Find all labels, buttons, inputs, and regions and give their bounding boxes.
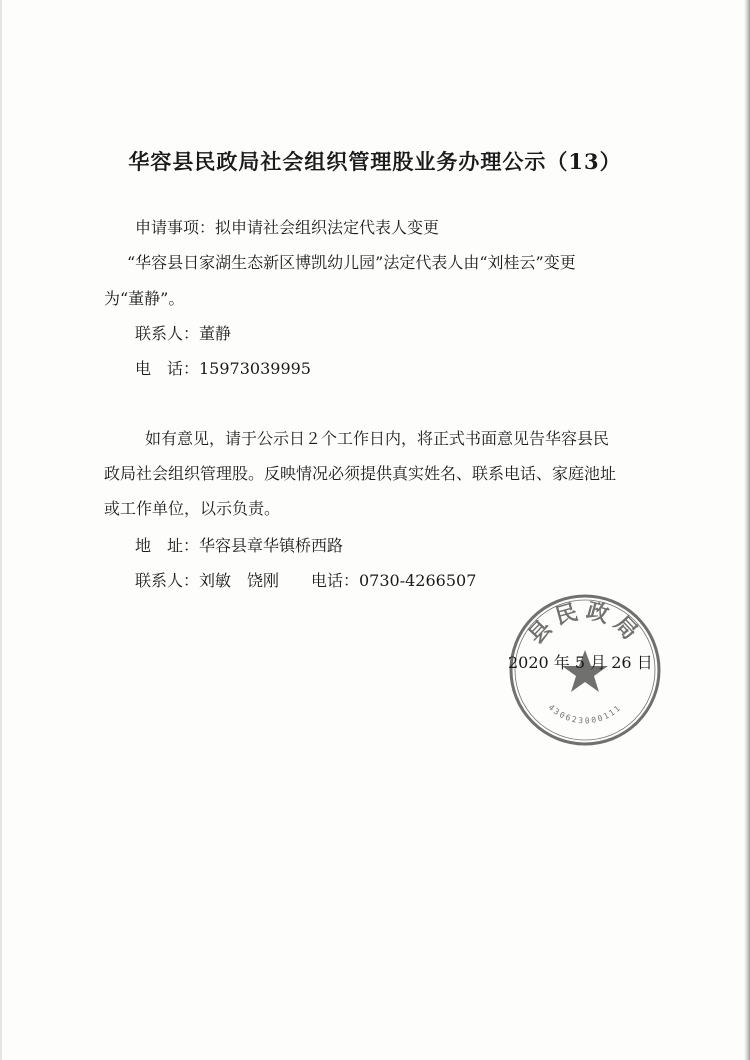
office-contacts: 联系人：刘敏 饶刚 电话：0730-4266507 — [135, 571, 477, 590]
application-detail-line-1: “华容县日家湖生态新区博凯幼儿园”法定代表人由“刘桂云”变更 — [127, 253, 576, 272]
seal-serial: 430623000111 — [546, 702, 624, 726]
page-title: 华容县民政局社会组织管理股业务办理公示（13） — [128, 149, 622, 174]
applicant-phone: 电 话：15973039995 — [135, 359, 311, 378]
application-detail-line-2: 为“董静”。 — [104, 289, 185, 308]
applicant-contact: 联系人：董静 — [135, 324, 232, 343]
notice-line-3: 或工作单位，以示负责。 — [104, 499, 281, 518]
notice-line-1: 如有意见，请于公示日２个工作日内，将正式书面意见告华容县民 — [145, 429, 610, 448]
svg-text:430623000111 — [547, 703, 624, 726]
application-item: 申请事项：拟申请社会组织法定代表人变更 — [135, 218, 440, 237]
svg-text:县民政局 — [523, 598, 647, 650]
office-address: 地 址：华容县章华镇桥西路 — [135, 536, 344, 555]
seal-text: 县民政局 — [523, 597, 647, 650]
notice-date: 2020 年 5 月 26 日 — [508, 653, 653, 672]
notice-line-2: 政局社会组织管理股。反映情况必须提供真实姓名、联系电话、家庭池址 — [104, 464, 617, 483]
